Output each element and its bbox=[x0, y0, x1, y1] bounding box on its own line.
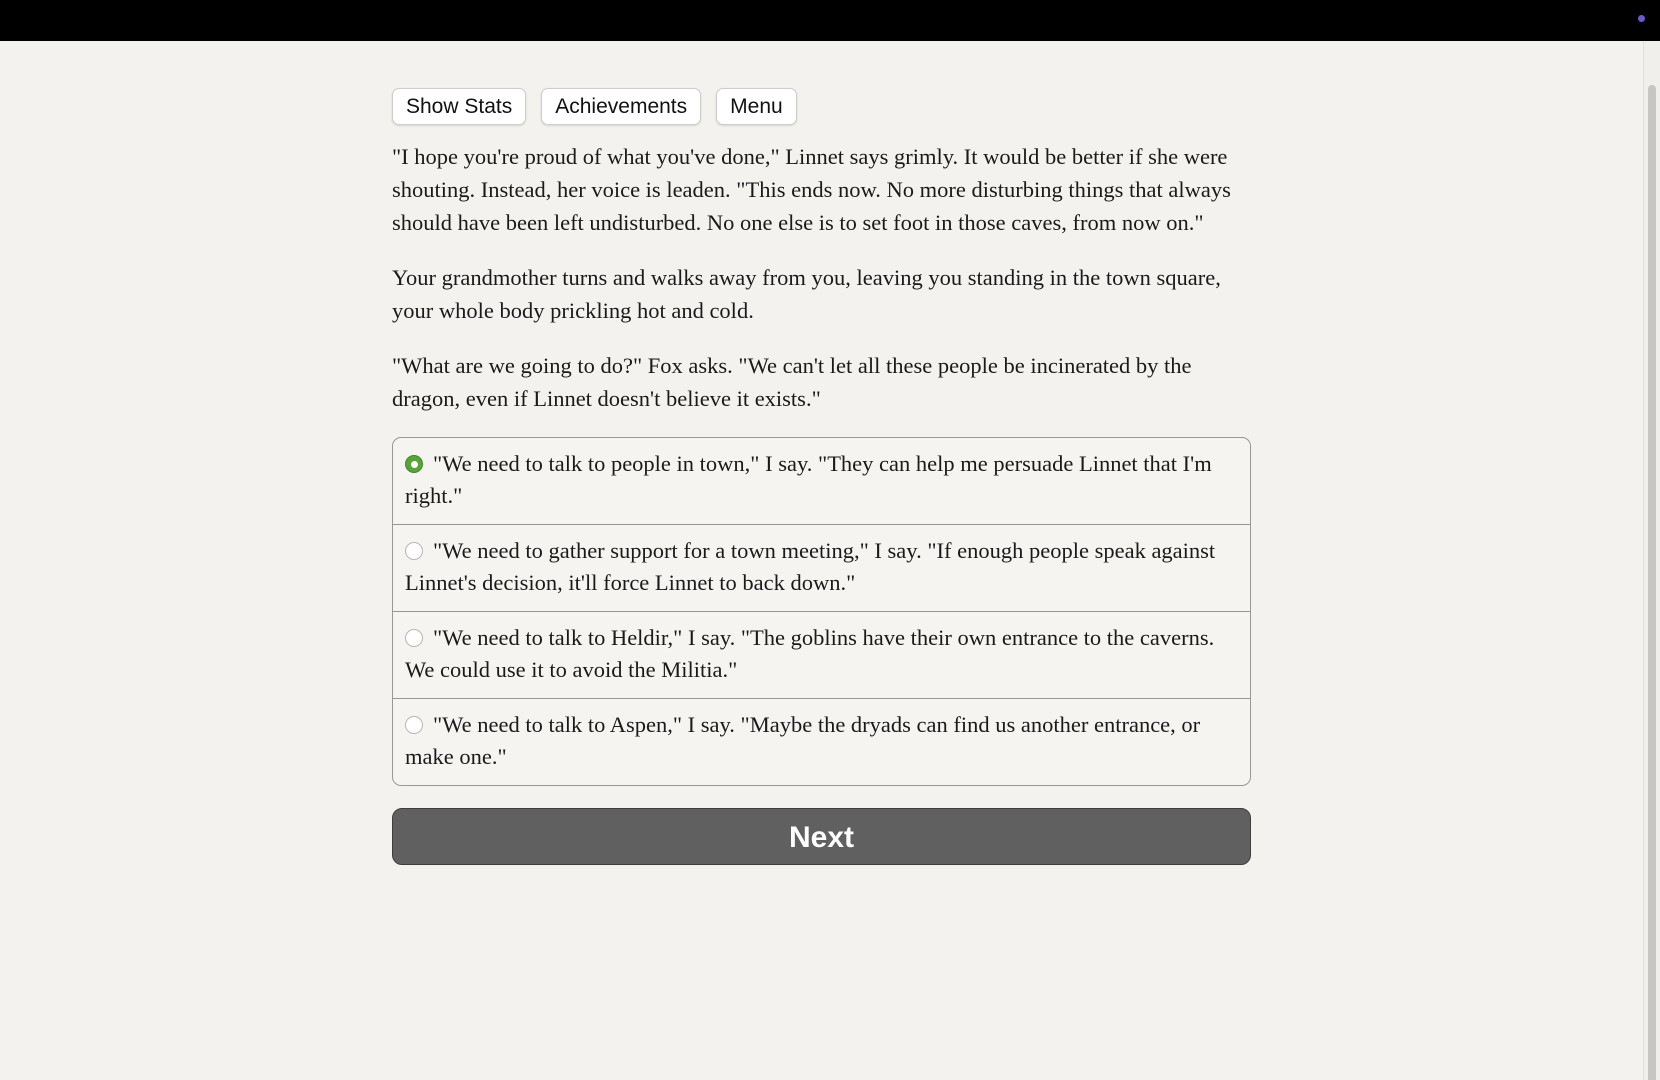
choice-option[interactable] bbox=[393, 524, 1250, 611]
next-button[interactable]: Next bbox=[392, 808, 1251, 865]
radio-button-icon[interactable] bbox=[405, 455, 423, 473]
choice-label: "We need to talk to Heldir," I say. "The goblins have their own entrance to the caverns. We could use it to avoid the Militia." bbox=[405, 625, 1215, 682]
status-dot-icon bbox=[1638, 15, 1645, 22]
choice-option[interactable] bbox=[393, 438, 1250, 524]
radio-button-icon[interactable] bbox=[405, 542, 423, 560]
achievements-button[interactable]: Achievements bbox=[541, 88, 701, 125]
scrollbar[interactable] bbox=[1643, 41, 1660, 1080]
scrollbar-thumb[interactable] bbox=[1648, 85, 1656, 1080]
choice-option[interactable] bbox=[393, 611, 1250, 698]
choice-label: "We need to gather support for a town meeting," I say. "If enough people speak against Linnet's decision, it'll force Linnet to back down." bbox=[405, 538, 1216, 595]
game-content bbox=[392, 88, 1251, 865]
top-bar bbox=[0, 0, 1660, 41]
show-stats-button[interactable]: Show Stats bbox=[392, 88, 526, 125]
story-paragraph: "What are we going to do?" Fox asks. "We can't let all these people be incinerated by the dragon, even if Linnet doesn't believe it exists." bbox=[392, 353, 1192, 411]
menu-button[interactable]: Menu bbox=[716, 88, 797, 125]
choice-option[interactable] bbox=[393, 698, 1250, 785]
story-paragraph: "I hope you're proud of what you've done," Linnet says grimly. It would be better if she were shouting. Instead, her voice is leaden. "This ends now. No more disturbing things that always should have been left undisturbed. No one else is to set foot in those caves, from now on." bbox=[392, 144, 1231, 235]
choice-list bbox=[392, 437, 1251, 786]
game-toolbar bbox=[392, 88, 1251, 123]
choice-label: "We need to talk to Aspen," I say. "Maybe the dryads can find us another entrance, or make one." bbox=[405, 712, 1201, 769]
story-paragraph: Your grandmother turns and walks away from you, leaving you standing in the town square, your whole body prickling hot and cold. bbox=[392, 265, 1221, 323]
radio-button-icon[interactable] bbox=[405, 629, 423, 647]
radio-button-icon[interactable] bbox=[405, 716, 423, 734]
story-text bbox=[392, 140, 1251, 415]
choice-label: "We need to talk to people in town," I say. "They can help me persuade Linnet that I'm right." bbox=[405, 451, 1212, 508]
